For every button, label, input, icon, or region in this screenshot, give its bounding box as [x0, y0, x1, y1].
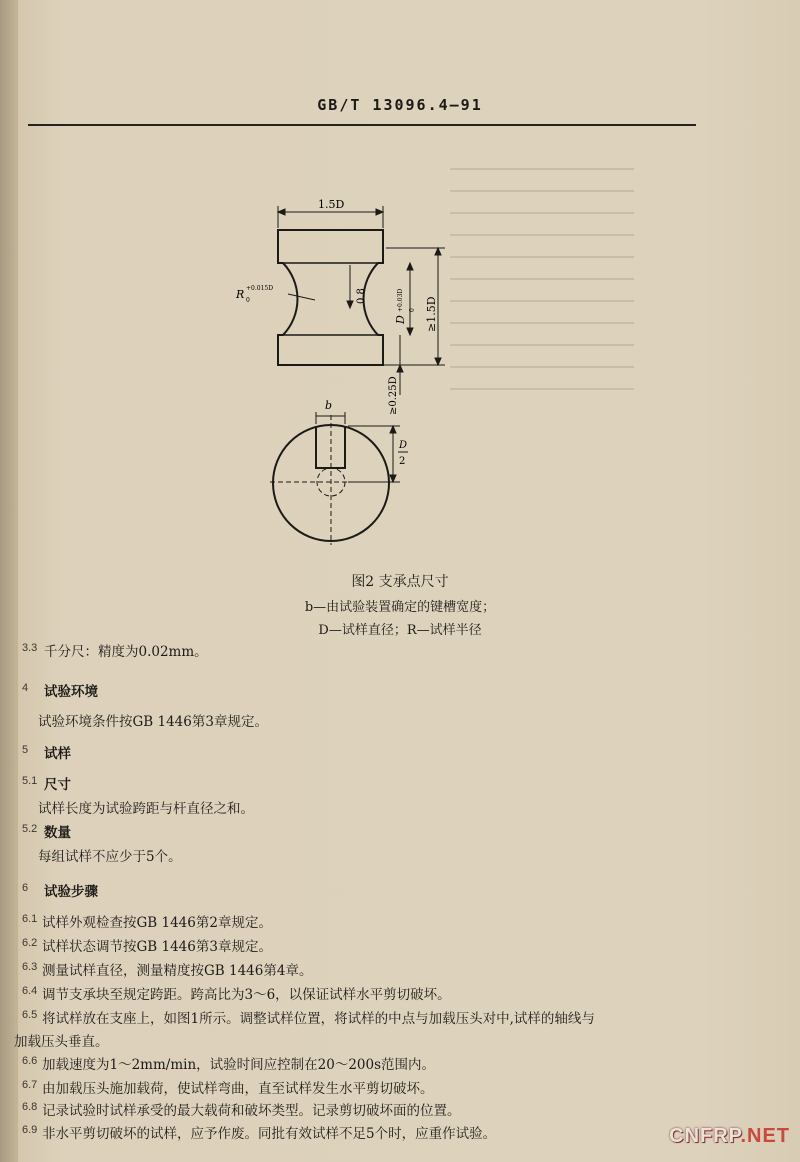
label-height: ≥1.5D: [425, 296, 438, 332]
clause-number: 6.5: [22, 1009, 38, 1021]
figure-caption-line-1: b—由试验装置确定的键槽宽度；: [304, 600, 496, 615]
label-radius-tol-zero: 0: [246, 297, 250, 304]
clause-number: 6: [22, 882, 29, 894]
body-line: 调节支承块至规定跨距。跨高比为3～6，以保证试样水平剪切破坏。: [42, 987, 451, 1003]
clause-number: 6.7: [22, 1079, 38, 1091]
clause-number: 3.3: [22, 642, 38, 654]
clause-number: 6.4: [22, 985, 38, 997]
clause-number: 6.3: [22, 961, 38, 973]
label-diameter-tol-zero: 0: [409, 308, 416, 312]
body-line: 试样外观检查按GB 1446第2章规定。: [42, 915, 272, 931]
label-half-d-den: 2: [399, 456, 406, 467]
site-watermark: CNFRP.NET: [669, 1125, 790, 1147]
label-min-gap: ≥0.25D: [388, 376, 399, 415]
section-heading: 试验步骤: [44, 884, 98, 899]
clause-number: 6.2: [22, 937, 38, 949]
body-line: 千分尺：精度为0.02mm。: [44, 644, 208, 660]
label-radius-tol: +0.015D: [246, 285, 274, 292]
section-heading: 试样: [44, 746, 71, 761]
page-header: GB/T 13096.4—91: [317, 96, 483, 114]
clause-number: 6.6: [22, 1055, 38, 1067]
label-slot-width: b: [325, 399, 333, 412]
label-top-width: 1.5D: [318, 198, 345, 211]
clause-number: 5.2: [22, 823, 38, 835]
body-line: 将试样放在支座上，如图1所示。调整试样位置，将试样的中点与加载压头对中,试样的轴线与: [42, 1011, 595, 1027]
section-heading: 尺寸: [44, 777, 71, 792]
clause-number: 6.9: [22, 1124, 38, 1136]
label-diameter-tol: +0.03D: [397, 288, 404, 312]
label-diameter: D: [394, 315, 407, 324]
support-block-outline: [278, 230, 383, 365]
clause-number: 6.1: [22, 913, 38, 925]
body-line: 加载压头垂直。: [14, 1034, 109, 1050]
section-heading: 数量: [44, 825, 71, 840]
body-line: 试样长度为试验跨距与杆直径之和。: [38, 801, 254, 817]
body-line: 非水平剪切破坏的试样，应予作废。同批有效试样不足5个时，应重作试验。: [42, 1126, 497, 1142]
body-line: 加载速度为1～2mm/min，试验时间应控制在20～200s范围内。: [42, 1057, 436, 1073]
figure-caption-line-2: D—试样直径；R—试样半径: [318, 623, 482, 638]
header-rule: [28, 124, 696, 126]
body-line: 记录试验时试样承受的最大载荷和破坏类型。记录剪切破坏面的位置。: [42, 1103, 461, 1119]
clause-number: 5: [22, 744, 29, 756]
section-heading: 试验环境: [44, 684, 98, 699]
label-radius: R: [236, 288, 245, 301]
label-depth: 0.8: [356, 288, 367, 304]
clause-number: 4: [22, 682, 29, 694]
clause-number: 5.1: [22, 775, 38, 787]
body-line: 由加载压头施加载荷，使试样弯曲，直至试样发生水平剪切破坏。: [42, 1081, 434, 1097]
figure-caption-title: 图2 支承点尺寸: [351, 574, 449, 590]
body-line: 每组试样不应少于5个。: [38, 849, 182, 865]
support-dimension-figure: [200, 190, 460, 565]
body-line: 试样状态调节按GB 1446第3章规定。: [42, 939, 272, 955]
clause-number: 6.8: [22, 1101, 38, 1113]
body-line: 测量试样直径，测量精度按GB 1446第4章。: [42, 963, 313, 979]
body-line: 试验环境条件按GB 1446第3章规定。: [38, 714, 268, 730]
bleed-through-shadow: [450, 148, 680, 508]
label-half-d-num: D: [399, 440, 408, 451]
